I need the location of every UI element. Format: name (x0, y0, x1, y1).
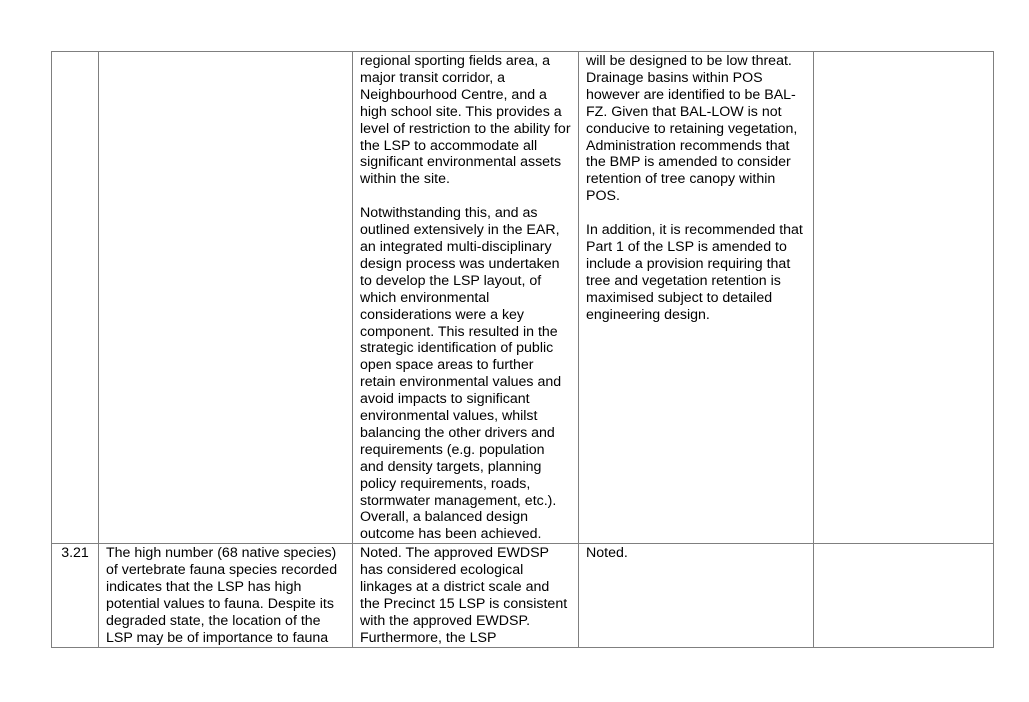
administration-comment-cell: will be designed to be low threat. Drainage basins within POS however are identified to be BAL-FZ. Given that BAL-LOW is not conducive to retaining vegetation, Administration recommends that the BMP is amended to consider retention of tree canopy within POS. In addition, it is recommended that Part 1 of the LSP is amended to include a provision requiring that tree and vegetation retention is maximised subject to detailed engineering design. (579, 52, 814, 544)
administration-comment-cell: Noted. (579, 544, 814, 647)
response-text-cell: regional sporting fields area, a major transit corridor, a Neighbourhood Centre, and a high school site. This provides a level of restriction to the ability for the LSP to accommodate all significant environmental assets within the site. Notwithstanding this, and as outlined extensively in the EAR, an integrated multi-disciplinary design process was undertaken to develop the LSP layout, of which environmental considerations were a key component. This resulted in the strategic identification of public open space areas to further retain environmental values and avoid impacts to significant environmental values, whilst balancing the other drivers and requirements (e.g. population and density targets, planning policy requirements, roads, stormwater management, etc.). Overall, a balanced design outcome has been achieved. (353, 52, 579, 544)
table-row (52, 544, 994, 647)
submission-text-cell: The high number (68 native species) of vertebrate fauna species recorded indicates that the LSP has high potential values to fauna. Despite its degraded state, the location of the LSP may be of importance to fauna (99, 544, 353, 647)
recommendation-cell (814, 52, 994, 544)
submission-number-cell: 3.21 (52, 544, 99, 647)
recommendation-cell (814, 544, 994, 647)
response-text-cell: Noted. The approved EWDSP has considered ecological linkages at a district scale and the Precinct 15 LSP is consistent with the approved EWDSP. Furthermore, the LSP (353, 544, 579, 647)
table-row (52, 52, 994, 544)
submission-number-cell (52, 52, 99, 544)
submissions-table (51, 51, 994, 648)
submission-text-cell (99, 52, 353, 544)
